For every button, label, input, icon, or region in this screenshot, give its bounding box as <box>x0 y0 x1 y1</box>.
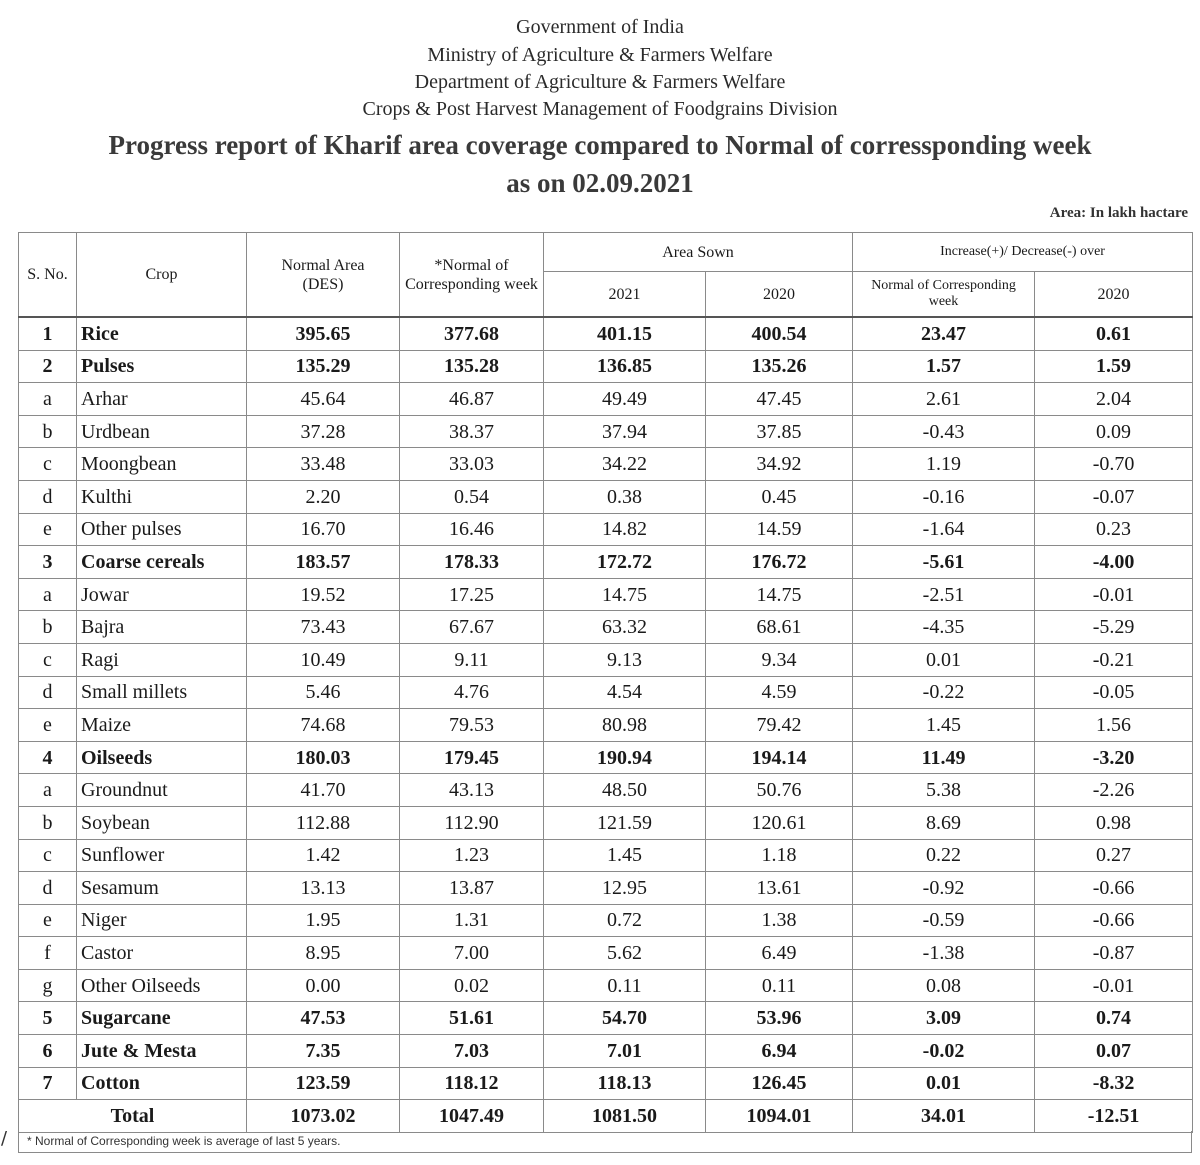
cell-normal-area: 73.43 <box>247 611 400 644</box>
cell-sno: 2 <box>19 350 77 383</box>
cell-sno: 3 <box>19 546 77 579</box>
cell-sown-2020: 6.94 <box>706 1035 853 1068</box>
table-row <box>19 904 1193 937</box>
cell-sown-2021: 118.13 <box>544 1067 706 1100</box>
cell-sown-2021: 63.32 <box>544 611 706 644</box>
cell-chg-normal: 1.57 <box>853 350 1035 383</box>
cell-sno: g <box>19 969 77 1002</box>
cell-normal-area: 41.70 <box>247 774 400 807</box>
cell-chg-normal: 8.69 <box>853 806 1035 839</box>
table-row <box>19 774 1193 807</box>
cell-sno: f <box>19 937 77 970</box>
cell-normal-area: 395.65 <box>247 317 400 350</box>
cell-chg-2020: 0.09 <box>1035 415 1193 448</box>
footnote: * Normal of Corresponding week is average of last 5 years. <box>18 1131 1192 1153</box>
cell-chg-2020: 0.23 <box>1035 513 1193 546</box>
cell-normal-area: 183.57 <box>247 546 400 579</box>
table-row <box>19 937 1193 970</box>
cell-sno: 4 <box>19 741 77 774</box>
cell-normal-week: 0.02 <box>400 969 544 1002</box>
cell-chg-2020: 1.56 <box>1035 709 1193 742</box>
cell-sno: 5 <box>19 1002 77 1035</box>
cell-normal-area: 45.64 <box>247 383 400 416</box>
cell-chg-2020: 1.59 <box>1035 350 1193 383</box>
cell-sno: c <box>19 643 77 676</box>
cell-normal-week: 1.23 <box>400 839 544 872</box>
total-sown-2020: 1094.01 <box>706 1100 853 1133</box>
table-row <box>19 969 1193 1002</box>
table-row <box>19 1002 1193 1035</box>
cell-crop: Arhar <box>77 383 247 416</box>
total-chg-2020: -12.51 <box>1035 1100 1193 1133</box>
cell-chg-normal: -0.02 <box>853 1035 1035 1068</box>
table-row <box>19 383 1193 416</box>
cell-crop: Ragi <box>77 643 247 676</box>
cell-sown-2021: 80.98 <box>544 709 706 742</box>
cell-normal-area: 112.88 <box>247 806 400 839</box>
cell-sown-2021: 12.95 <box>544 872 706 905</box>
cell-normal-week: 135.28 <box>400 350 544 383</box>
cell-sno: e <box>19 709 77 742</box>
cell-sown-2021: 0.72 <box>544 904 706 937</box>
org-line-ministry: Ministry of Agriculture & Farmers Welfare <box>427 44 773 66</box>
cell-chg-2020: -0.01 <box>1035 578 1193 611</box>
cell-chg-2020: -8.32 <box>1035 1067 1193 1100</box>
cell-sno: a <box>19 383 77 416</box>
cell-sown-2021: 37.94 <box>544 415 706 448</box>
cell-sown-2020: 34.92 <box>706 448 853 481</box>
cell-normal-area: 135.29 <box>247 350 400 383</box>
cell-normal-week: 178.33 <box>400 546 544 579</box>
cell-normal-area: 5.46 <box>247 676 400 709</box>
cell-crop: Bajra <box>77 611 247 644</box>
cell-chg-2020: -4.00 <box>1035 546 1193 579</box>
cell-chg-2020: 0.98 <box>1035 806 1193 839</box>
col-header-sown-2021: 2021 <box>544 272 706 318</box>
cell-crop: Maize <box>77 709 247 742</box>
cell-normal-area: 13.13 <box>247 872 400 905</box>
col-header-sno: S. No. <box>19 233 77 318</box>
cell-sno: c <box>19 839 77 872</box>
cell-sown-2020: 14.75 <box>706 578 853 611</box>
cell-sown-2020: 176.72 <box>706 546 853 579</box>
total-sown-2021: 1081.50 <box>544 1100 706 1133</box>
cell-sown-2020: 126.45 <box>706 1067 853 1100</box>
cell-chg-normal: 1.19 <box>853 448 1035 481</box>
cell-normal-area: 16.70 <box>247 513 400 546</box>
cell-crop: Castor <box>77 937 247 970</box>
cell-sown-2021: 121.59 <box>544 806 706 839</box>
cell-sown-2021: 14.82 <box>544 513 706 546</box>
cell-crop: Other Oilseeds <box>77 969 247 1002</box>
cell-crop: Groundnut <box>77 774 247 807</box>
cell-normal-week: 377.68 <box>400 317 544 350</box>
cell-normal-week: 0.54 <box>400 480 544 513</box>
cell-sown-2020: 47.45 <box>706 383 853 416</box>
cell-crop: Sugarcane <box>77 1002 247 1035</box>
cell-crop: Pulses <box>77 350 247 383</box>
table-row <box>19 448 1193 481</box>
cell-sown-2020: 4.59 <box>706 676 853 709</box>
cell-normal-area: 74.68 <box>247 709 400 742</box>
cell-crop: Urdbean <box>77 415 247 448</box>
margin-mark: / <box>1 1128 8 1149</box>
cell-sown-2021: 7.01 <box>544 1035 706 1068</box>
table-row <box>19 480 1193 513</box>
cell-normal-area: 37.28 <box>247 415 400 448</box>
cell-sown-2020: 79.42 <box>706 709 853 742</box>
cell-normal-week: 7.03 <box>400 1035 544 1068</box>
cell-sno: 1 <box>19 317 77 350</box>
cell-sown-2020: 0.45 <box>706 480 853 513</box>
cell-chg-2020: -0.01 <box>1035 969 1193 1002</box>
cell-sown-2020: 13.61 <box>706 872 853 905</box>
cell-sown-2021: 172.72 <box>544 546 706 579</box>
cell-normal-area: 180.03 <box>247 741 400 774</box>
cell-sown-2020: 120.61 <box>706 806 853 839</box>
cell-normal-area: 19.52 <box>247 578 400 611</box>
col-header-change-normal: Normal of Corresponding week <box>853 272 1035 318</box>
cell-normal-week: 16.46 <box>400 513 544 546</box>
cell-sno: a <box>19 774 77 807</box>
cell-normal-week: 17.25 <box>400 578 544 611</box>
area-unit-note: Area: In lakh hactare <box>1049 205 1188 221</box>
table-row <box>19 643 1193 676</box>
cell-sown-2021: 49.49 <box>544 383 706 416</box>
cell-normal-area: 0.00 <box>247 969 400 1002</box>
cell-normal-week: 43.13 <box>400 774 544 807</box>
cell-chg-normal: -1.38 <box>853 937 1035 970</box>
cell-normal-area: 1.42 <box>247 839 400 872</box>
cell-chg-2020: 0.27 <box>1035 839 1193 872</box>
cell-sown-2021: 0.38 <box>544 480 706 513</box>
col-header-change-over: Increase(+)/ Decrease(-) over <box>853 233 1193 272</box>
cell-chg-normal: 11.49 <box>853 741 1035 774</box>
total-row <box>19 1100 1193 1133</box>
org-line-division: Crops & Post Harvest Management of Foodgrains Division <box>362 98 838 120</box>
org-line-government: Government of India <box>516 16 684 38</box>
cell-normal-area: 2.20 <box>247 480 400 513</box>
col-header-area-sown: Area Sown <box>544 233 853 272</box>
table-row <box>19 709 1193 742</box>
cell-sown-2020: 9.34 <box>706 643 853 676</box>
cell-sno: d <box>19 676 77 709</box>
cell-chg-2020: 0.07 <box>1035 1035 1193 1068</box>
cell-crop: Jute & Mesta <box>77 1035 247 1068</box>
cell-sno: 7 <box>19 1067 77 1100</box>
cell-normal-week: 4.76 <box>400 676 544 709</box>
col-header-change-2020: 2020 <box>1035 272 1193 318</box>
cell-chg-2020: -0.87 <box>1035 937 1193 970</box>
cell-sown-2021: 136.85 <box>544 350 706 383</box>
cell-chg-normal: -4.35 <box>853 611 1035 644</box>
total-normal-week: 1047.49 <box>400 1100 544 1133</box>
cell-chg-2020: -2.26 <box>1035 774 1193 807</box>
cell-sno: d <box>19 872 77 905</box>
cell-crop: Niger <box>77 904 247 937</box>
col-header-sown-2020: 2020 <box>706 272 853 318</box>
cell-normal-week: 46.87 <box>400 383 544 416</box>
cell-sown-2020: 37.85 <box>706 415 853 448</box>
cell-crop: Cotton <box>77 1067 247 1100</box>
table-row <box>19 578 1193 611</box>
cell-sno: b <box>19 611 77 644</box>
cell-normal-week: 112.90 <box>400 806 544 839</box>
total-label: Total <box>19 1100 247 1133</box>
cell-normal-week: 13.87 <box>400 872 544 905</box>
table-row <box>19 741 1193 774</box>
cell-sown-2020: 6.49 <box>706 937 853 970</box>
cell-chg-normal: 0.22 <box>853 839 1035 872</box>
cell-normal-week: 33.03 <box>400 448 544 481</box>
cell-sown-2020: 400.54 <box>706 317 853 350</box>
cell-chg-2020: -0.66 <box>1035 904 1193 937</box>
cell-crop: Rice <box>77 317 247 350</box>
cell-sown-2020: 194.14 <box>706 741 853 774</box>
cell-normal-week: 79.53 <box>400 709 544 742</box>
cell-chg-normal: -0.92 <box>853 872 1035 905</box>
table-row <box>19 1035 1193 1068</box>
cell-chg-normal: -5.61 <box>853 546 1035 579</box>
cell-normal-week: 118.12 <box>400 1067 544 1100</box>
cell-normal-area: 7.35 <box>247 1035 400 1068</box>
cell-normal-area: 123.59 <box>247 1067 400 1100</box>
cell-chg-normal: -1.64 <box>853 513 1035 546</box>
cell-normal-area: 1.95 <box>247 904 400 937</box>
cell-sown-2021: 9.13 <box>544 643 706 676</box>
cell-sown-2021: 4.54 <box>544 676 706 709</box>
cell-crop: Coarse cereals <box>77 546 247 579</box>
cell-chg-normal: -2.51 <box>853 578 1035 611</box>
cell-sno: 6 <box>19 1035 77 1068</box>
table-row <box>19 1067 1193 1100</box>
cell-sown-2020: 1.18 <box>706 839 853 872</box>
cell-chg-normal: 2.61 <box>853 383 1035 416</box>
cell-chg-2020: 0.61 <box>1035 317 1193 350</box>
cell-chg-normal: -0.43 <box>853 415 1035 448</box>
cell-normal-area: 47.53 <box>247 1002 400 1035</box>
cell-sno: b <box>19 806 77 839</box>
cell-sown-2020: 0.11 <box>706 969 853 1002</box>
cell-crop: Jowar <box>77 578 247 611</box>
table-row <box>19 317 1193 350</box>
cell-chg-normal: 0.08 <box>853 969 1035 1002</box>
cell-crop: Oilseeds <box>77 741 247 774</box>
cell-normal-week: 51.61 <box>400 1002 544 1035</box>
table-row <box>19 839 1193 872</box>
cell-sown-2021: 34.22 <box>544 448 706 481</box>
cell-sown-2021: 190.94 <box>544 741 706 774</box>
cell-sown-2021: 1.45 <box>544 839 706 872</box>
cell-chg-normal: -0.16 <box>853 480 1035 513</box>
org-line-department: Department of Agriculture & Farmers Welfare <box>414 71 786 93</box>
cell-normal-week: 9.11 <box>400 643 544 676</box>
cell-sno: c <box>19 448 77 481</box>
cell-sown-2020: 53.96 <box>706 1002 853 1035</box>
cell-chg-normal: -0.59 <box>853 904 1035 937</box>
table-row <box>19 513 1193 546</box>
cell-normal-week: 1.31 <box>400 904 544 937</box>
cell-chg-normal: 0.01 <box>853 643 1035 676</box>
cell-crop: Moongbean <box>77 448 247 481</box>
cell-chg-normal: 0.01 <box>853 1067 1035 1100</box>
col-header-crop: Crop <box>77 233 247 318</box>
report-date: as on 02.09.2021 <box>506 168 694 198</box>
cell-chg-2020: -3.20 <box>1035 741 1193 774</box>
report-title: Progress report of Kharif area coverage compared to Normal of corressponding week <box>108 130 1092 160</box>
cell-sown-2021: 14.75 <box>544 578 706 611</box>
table-row <box>19 872 1193 905</box>
cell-sown-2021: 0.11 <box>544 969 706 1002</box>
cell-normal-week: 38.37 <box>400 415 544 448</box>
col-header-normal-area: Normal Area (DES) <box>247 233 400 318</box>
total-normal-area: 1073.02 <box>247 1100 400 1133</box>
cell-crop: Kulthi <box>77 480 247 513</box>
cell-chg-2020: -5.29 <box>1035 611 1193 644</box>
cell-sown-2021: 54.70 <box>544 1002 706 1035</box>
table-row <box>19 676 1193 709</box>
kharif-coverage-table <box>18 232 1193 1133</box>
cell-normal-week: 67.67 <box>400 611 544 644</box>
cell-sno: b <box>19 415 77 448</box>
cell-normal-area: 33.48 <box>247 448 400 481</box>
cell-sno: a <box>19 578 77 611</box>
total-chg-normal: 34.01 <box>853 1100 1035 1133</box>
cell-chg-2020: -0.66 <box>1035 872 1193 905</box>
col-header-normal-week: *Normal of Corresponding week <box>400 233 544 318</box>
table-row <box>19 415 1193 448</box>
cell-crop: Sunflower <box>77 839 247 872</box>
table-row <box>19 611 1193 644</box>
cell-chg-2020: -0.70 <box>1035 448 1193 481</box>
cell-normal-area: 10.49 <box>247 643 400 676</box>
cell-sown-2021: 5.62 <box>544 937 706 970</box>
cell-sown-2020: 1.38 <box>706 904 853 937</box>
cell-chg-normal: 3.09 <box>853 1002 1035 1035</box>
cell-sown-2021: 401.15 <box>544 317 706 350</box>
table-row <box>19 546 1193 579</box>
cell-sown-2020: 14.59 <box>706 513 853 546</box>
cell-sno: d <box>19 480 77 513</box>
cell-chg-normal: 23.47 <box>853 317 1035 350</box>
cell-sno: e <box>19 513 77 546</box>
cell-normal-area: 8.95 <box>247 937 400 970</box>
table-row <box>19 806 1193 839</box>
cell-sno: e <box>19 904 77 937</box>
cell-normal-week: 7.00 <box>400 937 544 970</box>
cell-sown-2021: 48.50 <box>544 774 706 807</box>
cell-chg-normal: 1.45 <box>853 709 1035 742</box>
cell-chg-2020: -0.21 <box>1035 643 1193 676</box>
cell-crop: Small millets <box>77 676 247 709</box>
cell-chg-2020: 0.74 <box>1035 1002 1193 1035</box>
cell-chg-2020: -0.07 <box>1035 480 1193 513</box>
cell-chg-2020: -0.05 <box>1035 676 1193 709</box>
cell-crop: Other pulses <box>77 513 247 546</box>
cell-normal-week: 179.45 <box>400 741 544 774</box>
table-row <box>19 350 1193 383</box>
cell-chg-normal: -0.22 <box>853 676 1035 709</box>
cell-chg-normal: 5.38 <box>853 774 1035 807</box>
cell-sown-2020: 50.76 <box>706 774 853 807</box>
cell-crop: Soybean <box>77 806 247 839</box>
cell-sown-2020: 68.61 <box>706 611 853 644</box>
cell-crop: Sesamum <box>77 872 247 905</box>
cell-sown-2020: 135.26 <box>706 350 853 383</box>
cell-chg-2020: 2.04 <box>1035 383 1193 416</box>
